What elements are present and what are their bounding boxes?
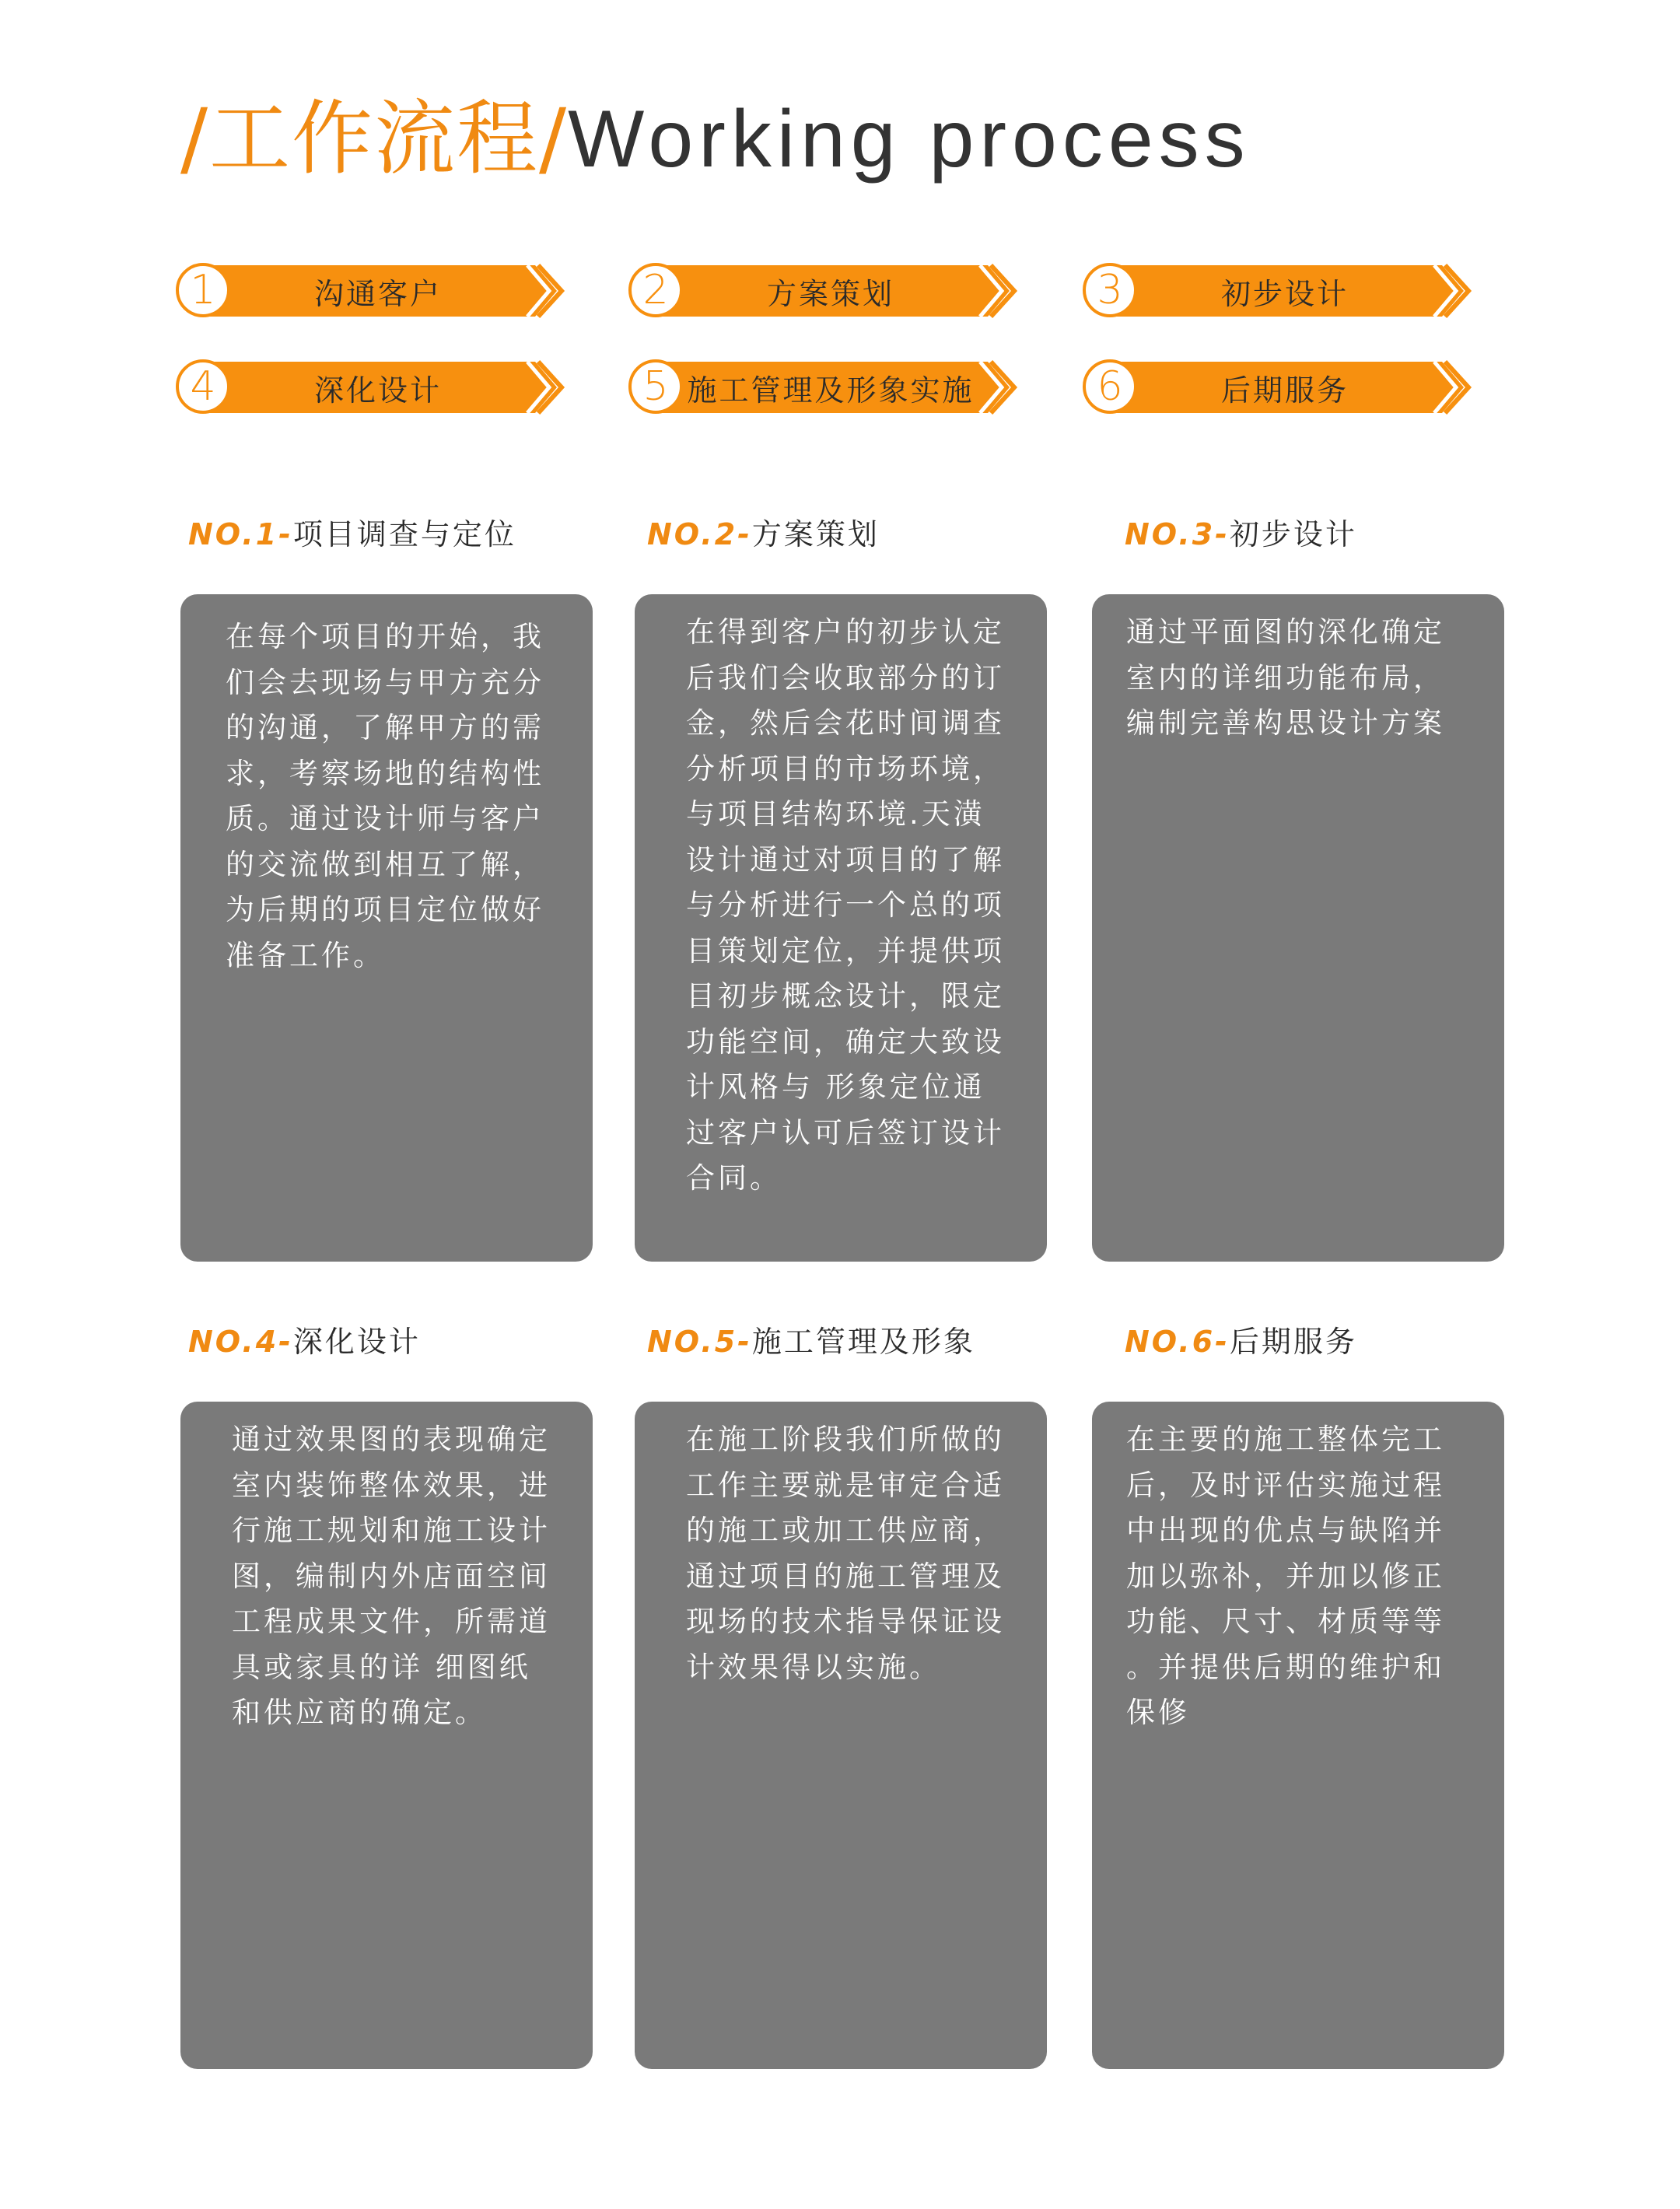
section-title: 后期服务: [1229, 1325, 1357, 1359]
step-5: [628, 359, 1033, 415]
step-number-badge: 3: [1083, 263, 1137, 317]
section-title: 方案策划: [751, 517, 880, 551]
section-card-5: [635, 1402, 1047, 2069]
section-number: NO.6-: [1125, 1325, 1230, 1359]
double-chevron-icon: [518, 359, 574, 415]
section-card-6: [1092, 1402, 1504, 2069]
double-chevron-icon: [518, 263, 574, 319]
double-chevron-icon: [1425, 263, 1481, 319]
section-title: 施工管理及形象: [751, 1325, 975, 1359]
step-number-badge: 6: [1083, 359, 1137, 414]
step-label: 沟通客户: [313, 276, 442, 311]
step-4: [176, 359, 580, 415]
section-number: NO.3-: [1125, 517, 1230, 551]
section-heading-4: [188, 1322, 421, 1361]
step-2: [628, 263, 1033, 319]
step-number-badge: 4: [176, 359, 230, 414]
section-title: 深化设计: [292, 1325, 421, 1359]
step-label: 后期服务: [1220, 373, 1349, 408]
step-number-badge: 2: [628, 263, 683, 317]
step-3: [1083, 263, 1487, 319]
section-description: 在每个项目的开始，我 们会去现场与甲方充分 的沟通，了解甲方的需 求，考察场地的结构性 质。通过设计师与客户 的交流做到相互了解， 为后期的项目定位做好 准备工作。: [226, 620, 544, 972]
double-chevron-icon: [971, 359, 1027, 415]
step-number-badge: 1: [176, 263, 230, 317]
page-title-english: Working process: [568, 94, 1251, 184]
step-6: [1083, 359, 1487, 415]
section-description: 在施工阶段我们所做的 工作主要就是审定合适 的施工或加工供应商， 通过项目的施工管理及 现场的技术指导保证设 计效果得以实施。: [686, 1423, 1005, 1684]
section-title: 项目调查与定位: [292, 517, 516, 551]
section-title: 初步设计: [1229, 517, 1357, 551]
section-heading-2: [647, 515, 880, 554]
double-chevron-icon: [971, 263, 1027, 319]
section-description: 在主要的施工整体完工 后，及时评估实施过程 中出现的优点与缺陷并 加以弥补，并加以修正 功能、尺寸、材质等等 。并提供后期的维护和 保修: [1126, 1423, 1445, 1729]
page-title: [180, 92, 1251, 186]
section-description: 在得到客户的初步认定 后我们会收取部分的订 金，然后会花时间调查 分析项目的市场环境， 与项目结构环境.天潢 设计通过对项目的了解 与分析进行一个总的项 目策划定位，并提供项 目初步概念设计，限定 功能空间，确定大致设 计风格与 形象定位通 过客户认可后签订设计 合同。: [686, 615, 1005, 1195]
page-title-chinese: /工作流程/: [180, 91, 569, 186]
step-number-badge: 5: [628, 359, 683, 414]
section-card-2: [635, 594, 1047, 1262]
double-chevron-icon: [1425, 359, 1481, 415]
section-description: 通过效果图的表现确定 室内装饰整体效果，进 行施工规划和施工设计 图，编制内外店面空间 工程成果文件，所需道 具或家具的详 细图纸 和供应商的确定。: [232, 1423, 551, 1729]
section-number: NO.2-: [647, 517, 752, 551]
step-label: 深化设计: [313, 373, 442, 408]
step-1: [176, 263, 580, 319]
section-card-1: [180, 594, 593, 1262]
section-heading-1: [188, 515, 516, 554]
section-card-3: [1092, 594, 1504, 1262]
step-label: 初步设计: [1220, 276, 1349, 311]
section-card-4: [180, 1402, 593, 2069]
section-heading-5: [647, 1322, 975, 1361]
section-description: 通过平面图的深化确定 室内的详细功能布局， 编制完善构思设计方案: [1126, 615, 1445, 740]
step-label: 方案策划: [766, 276, 894, 311]
section-number: NO.4-: [188, 1325, 293, 1359]
section-number: NO.1-: [188, 517, 293, 551]
section-heading-3: [1125, 515, 1357, 554]
section-heading-6: [1125, 1322, 1357, 1361]
section-number: NO.5-: [647, 1325, 752, 1359]
step-label: 施工管理及形象实施: [687, 373, 975, 408]
